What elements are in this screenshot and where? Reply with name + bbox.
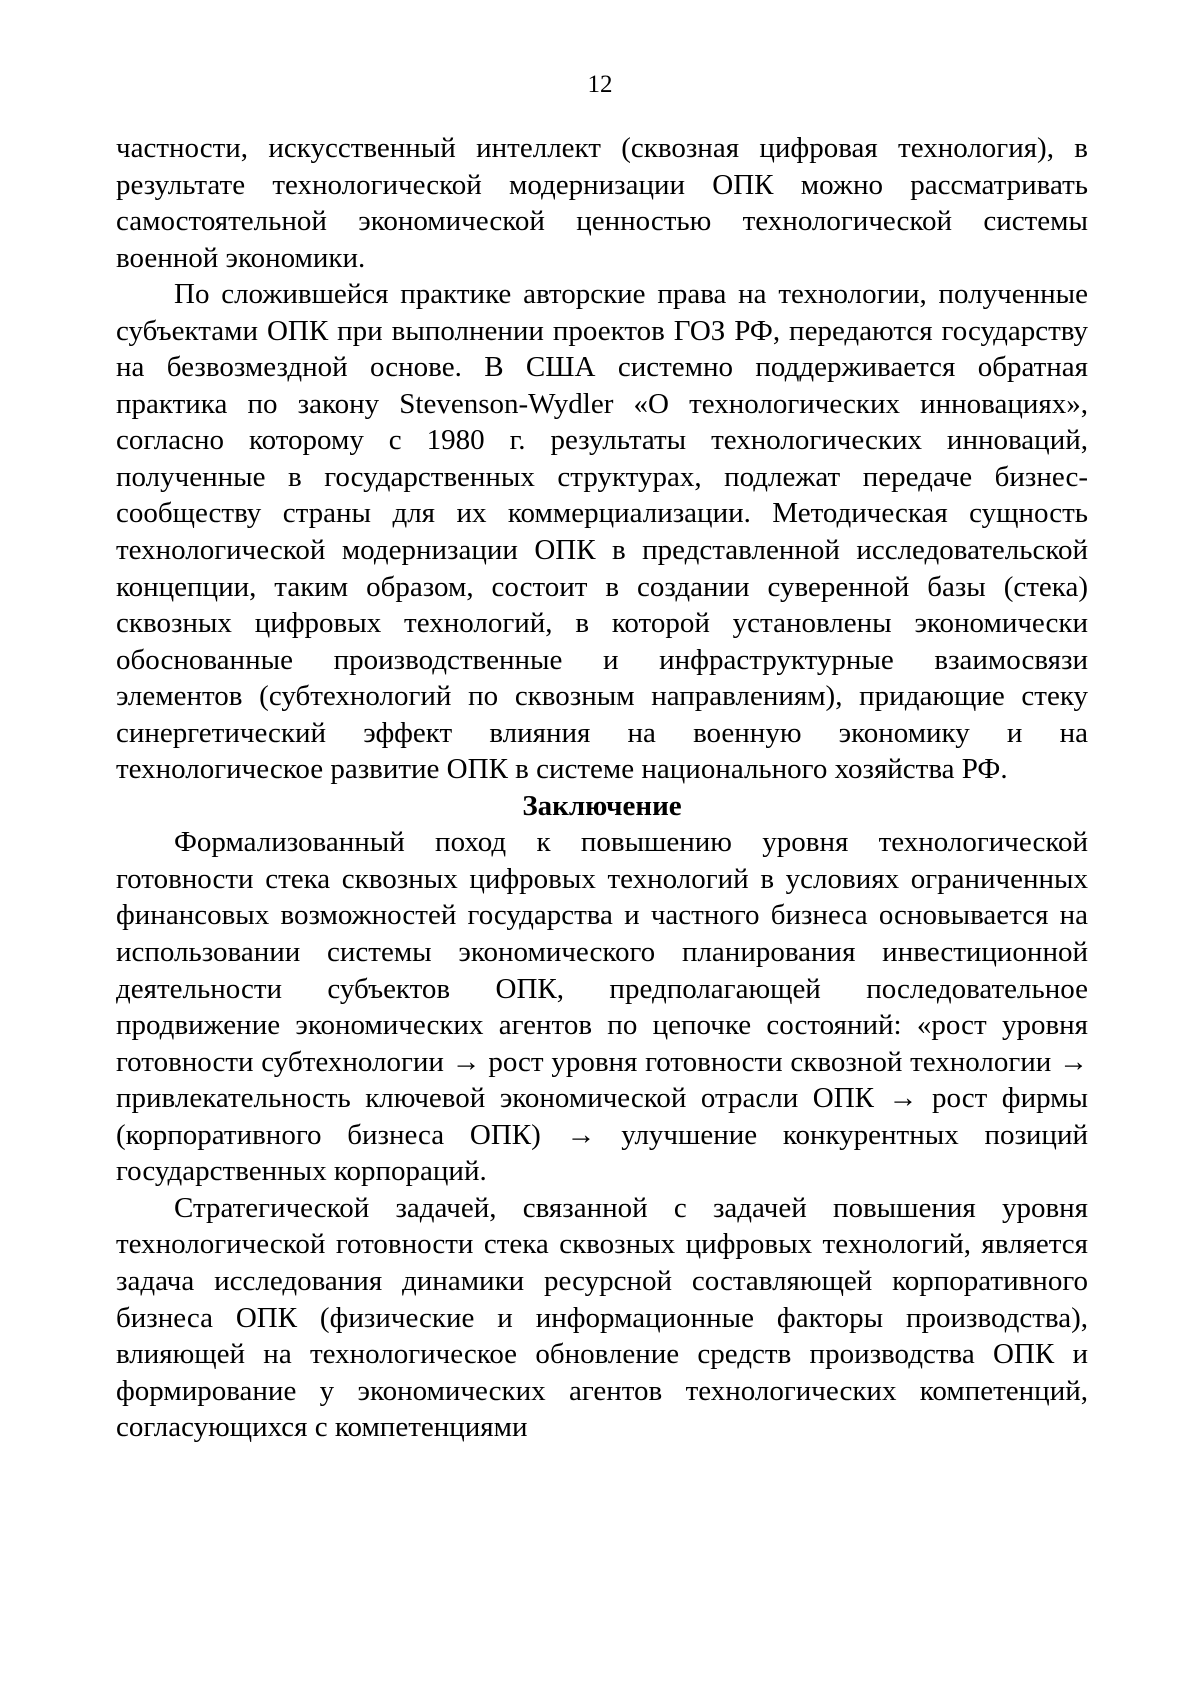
page-number: 12 [587,71,613,98]
paragraph-conclusion-approach: Формализованный поход к повышению уровня технологической готовности стека сквозных цифровых технологий в условиях ограниченных финансовых возможностей государства и частного бизнеса основывается на использовании системы экономического планирования инвестиционной деятельности субъектов ОПК, предполагающей последовательное продвижение экономических агентов по цепочке состояний: «рост уровня готовности субтехнологии → рост уровня готовности сквозной технологии → привлекательность ключевой экономической отрасли ОПК → рост фирмы (корпоративного бизнеса ОПК) → улучшение конкурентных позиций государственных корпораций. [116,826,1088,1188]
paragraph-strategic-task: Стратегической задачей, связанной с задачей повышения уровня технологической готовности стека сквозных цифровых технологий, является задача исследования динамики ресурсной составляющей корпоративного бизнеса ОПК (физические и информационные факторы производства), влияющей на технологическое обновление средств производства ОПК и формирование у экономических агентов технологических компетенций, согласующихся с компетенциями [116,1191,1088,1444]
section-heading-conclusion: Заключение [522,789,682,822]
paragraph-copyright-practice: По сложившейся практике авторские права на технологии, полученные субъектами ОПК при выполнении проектов ГОЗ РФ, передаются государству на безвозмездной основе. В США системно поддерживается обратная практика по закону Stevenson-Wydler «О технологических инновациях», согласно которому с 1980 г. результаты технологических инноваций, полученные в государственных структурах, подлежат передаче бизнес-сообществу страны для их коммерциализации. Методическая сущность технологической модернизации ОПК в представленной исследовательской концепции, таким образом, состоит в создании суверенной базы (стека) сквозных цифровых технологий, в которой установлены экономически обоснованные производственные и инфраструктурные взаимосвязи элементов (субтехнологий по сквозным направлениям), придающие стеку синергетический эффект влияния на военную экономику и на технологическое развитие ОПК в системе национального хозяйства РФ. [116,278,1088,786]
paragraph-continuation: частности, искусственный интеллект (сквозная цифровая технология), в результате технологической модернизации ОПК можно рассматривать самостоятельной экономической ценностью технологической системы военной экономики. [116,132,1088,274]
body-text [116,130,1088,1446]
